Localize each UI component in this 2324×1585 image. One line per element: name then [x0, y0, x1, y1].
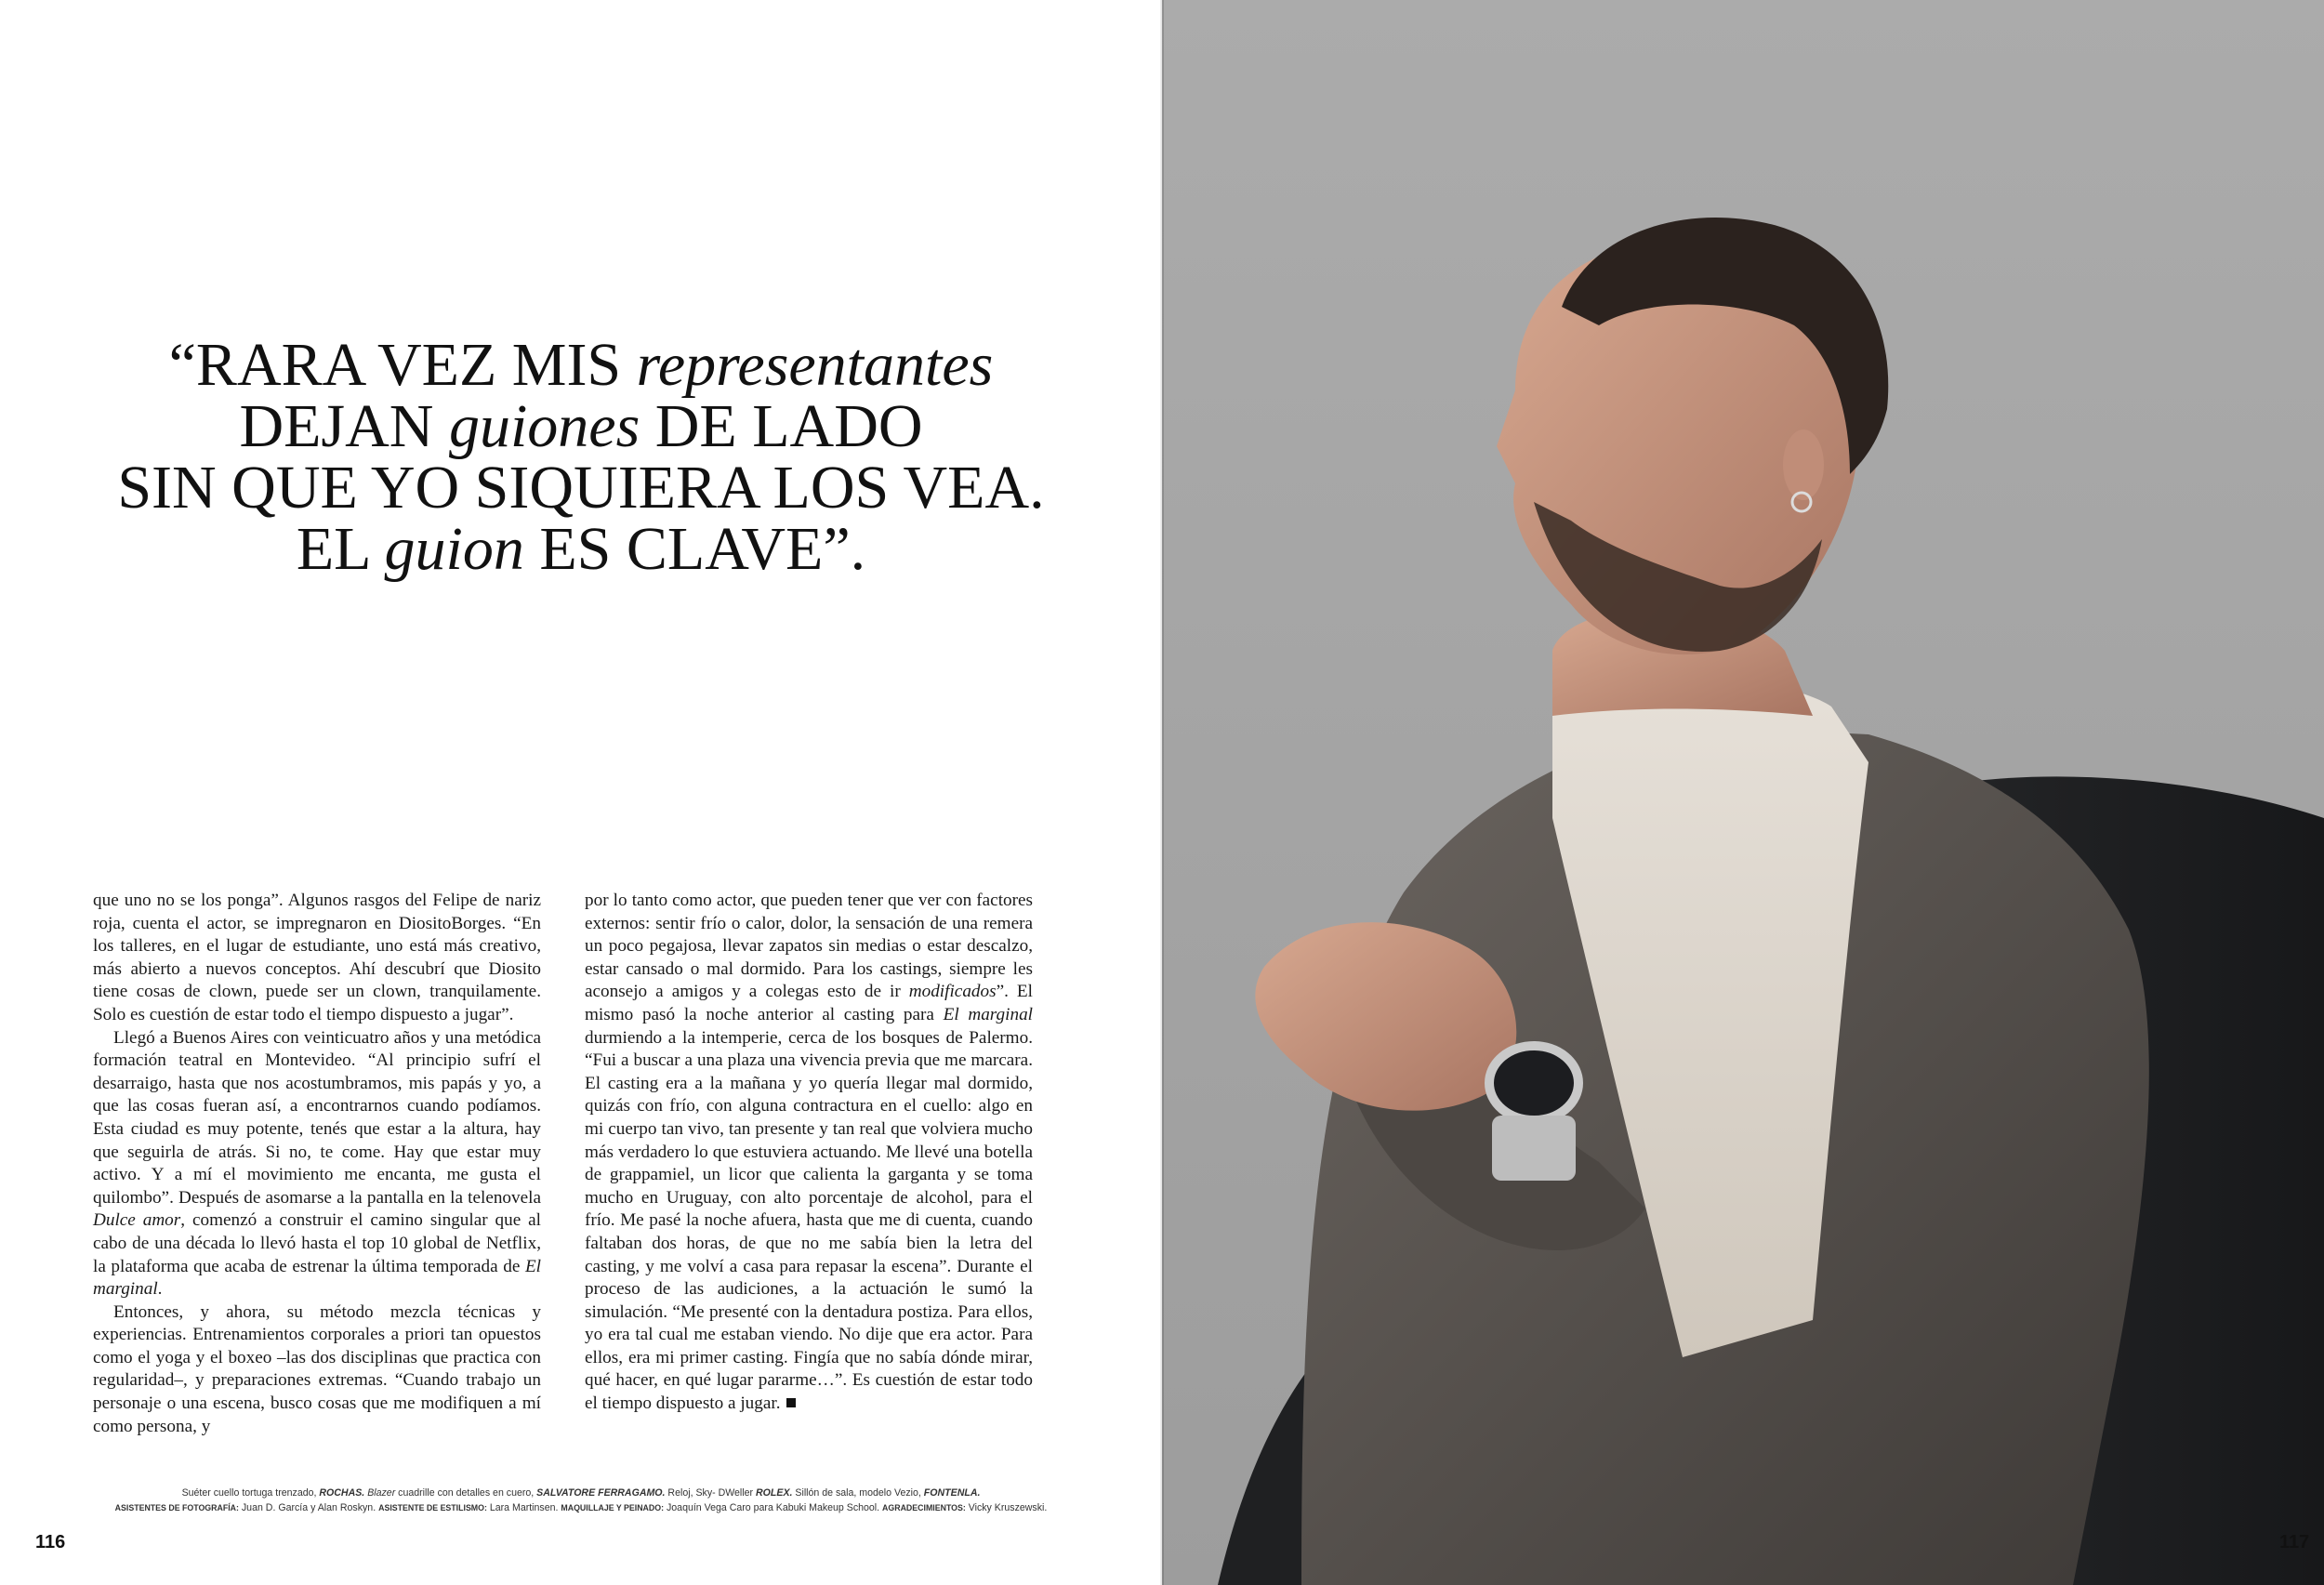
photo-credits: [112, 1486, 1050, 1515]
paragraph: por lo tanto como actor, que pueden tener que ver con factores externos: sentir frío o calor, dolor, la sensación de una remera un poco pegajosa, llevar zapatos sin medias o estar descalzo, estar cansado o mal dormido. Para los castings, siempre les aconsejo a amigos y a colegas esto de ir modificados”. El mismo pasó la noche anterior al casting para El marginal durmiendo a la intemperie, cerca de los bosques de Palermo. “Fui a buscar a una plaza una vivencia previa que me marcara. El casting era a la mañana y yo quería llegar mal dormido, quizás con frío, con alguna contractura en el cuello: algo en mi cuerpo tan vivo, tan presente y tan real que volviera mucho más verdadero lo que estuviera actuando. Me llevé una botella de grappamiel, un licor que calienta la garganta y se toma mucho en Uruguay, con alto porcentaje de alcohol, para el frío. Me pasé la noche afuera, hasta que me di cuenta, cuando faltaban dos horas, de que no me sabía bien la letra del casting, y me volví a casa para repasar la escena”. Durante el proceso de las audiciones, a la actuación le sumó la simulación. “Me presenté con la dentadura postiza. Para ellos, yo era tal cual me estaban viendo. No dije que era actor. Para ellos, era mi primer casting. Fingía que no sabía dónde mirar, qué hacer, en qué lugar pararme…”. Es cuestión de estar todo el tiempo dispuesto a jugar.: [585, 891, 1033, 1414]
watch-bracelet: [1492, 1116, 1576, 1181]
pull-quote-line-1: “RARA VEZ MIS representantes: [168, 331, 994, 399]
end-mark-icon: [786, 1398, 796, 1407]
wristwatch: [1489, 1046, 1578, 1120]
portrait-photo: [1162, 0, 2324, 1585]
pull-quote-line-4: EL guion ES CLAVE”.: [296, 515, 866, 583]
article-column-2: [585, 890, 1033, 1416]
ear: [1783, 429, 1824, 500]
credits-line-1: Suéter cuello tortuga trenzado, ROCHAS. Blazer cuadrille con detalles en cuero, SALVATORE FERRAGAMO. Reloj, Sky- DWeller ROLEX. Sillón de sala, modelo Vezio, FONTENLA.: [181, 1487, 981, 1499]
paragraph: que uno no se los ponga”. Algunos rasgos del Felipe de nariz roja, cuenta el actor, se impregnaron en DiositoBorges. “En los talleres, en el lugar de estudiante, uno está más creativo, más abierto a nuevos conceptos. Ahí descubrí que Diosito tiene cosas de clown, puede ser un clown, tranquilamente. Solo es cuestión de estar todo el tiempo dispuesto a jugar”.: [93, 891, 541, 1024]
pull-quote-line-2: DEJAN guiones DE LADO: [239, 392, 923, 460]
right-page-photo: [1162, 0, 2324, 1585]
page-number-right: 117: [2279, 1532, 2310, 1552]
paragraph: Llegó a Buenos Aires con veinticuatro años y una metódica formación teatral en Montevideo. “Al principio sufrí el desarraigo, hasta que nos acostumbramos, mis papás y yo, a que las cosas fueran así, a encontrarnos cuando podíamos. Esta ciudad es muy potente, tenés que estar a la altura, hay que seguirla de atrás. Si no, te come. Hay que estar muy activo. Y a mí el movimiento me encanta, me gusta el quilombo”. Después de asomarse a la pantalla en la telenovela Dulce amor, comenzó a construir el camino singular que al cabo de una década lo llevó hasta el top 10 global de Netflix, la plataforma que acaba de estrenar la última temporada de El marginal.: [93, 1027, 542, 1300]
credits-line-2: ASISTENTES DE FOTOGRAFÍA: Juan D. García y Alan Roskyn. ASISTENTE DE ESTILISMO: Lara Martinsen. MAQUILLAJE Y PEINADO: Joaquín Vega Caro para Kabuki Makeup School. AGRADECIMIENTOS: Vicky Kruszewski.: [114, 1502, 1048, 1513]
paragraph: Entonces, y ahora, su método mezcla técnicas y experiencias. Entrenamientos corporales a priori tan opuestos como el yoga y el boxeo –las dos disciplinas que practica con regularidad–, y preparaciones extremas. “Cuando trabajo un personaje o una escena, busco cosas que me modifiquen a mí como persona, y: [93, 1301, 541, 1436]
page-number-left: 116: [35, 1532, 66, 1552]
spread-gutter: [1160, 0, 1164, 1585]
pull-quote-line-3: SIN QUE YO SIQUIERA LOS VEA.: [117, 454, 1045, 522]
pull-quote: [112, 331, 1050, 583]
article-column-1: [93, 890, 541, 1438]
